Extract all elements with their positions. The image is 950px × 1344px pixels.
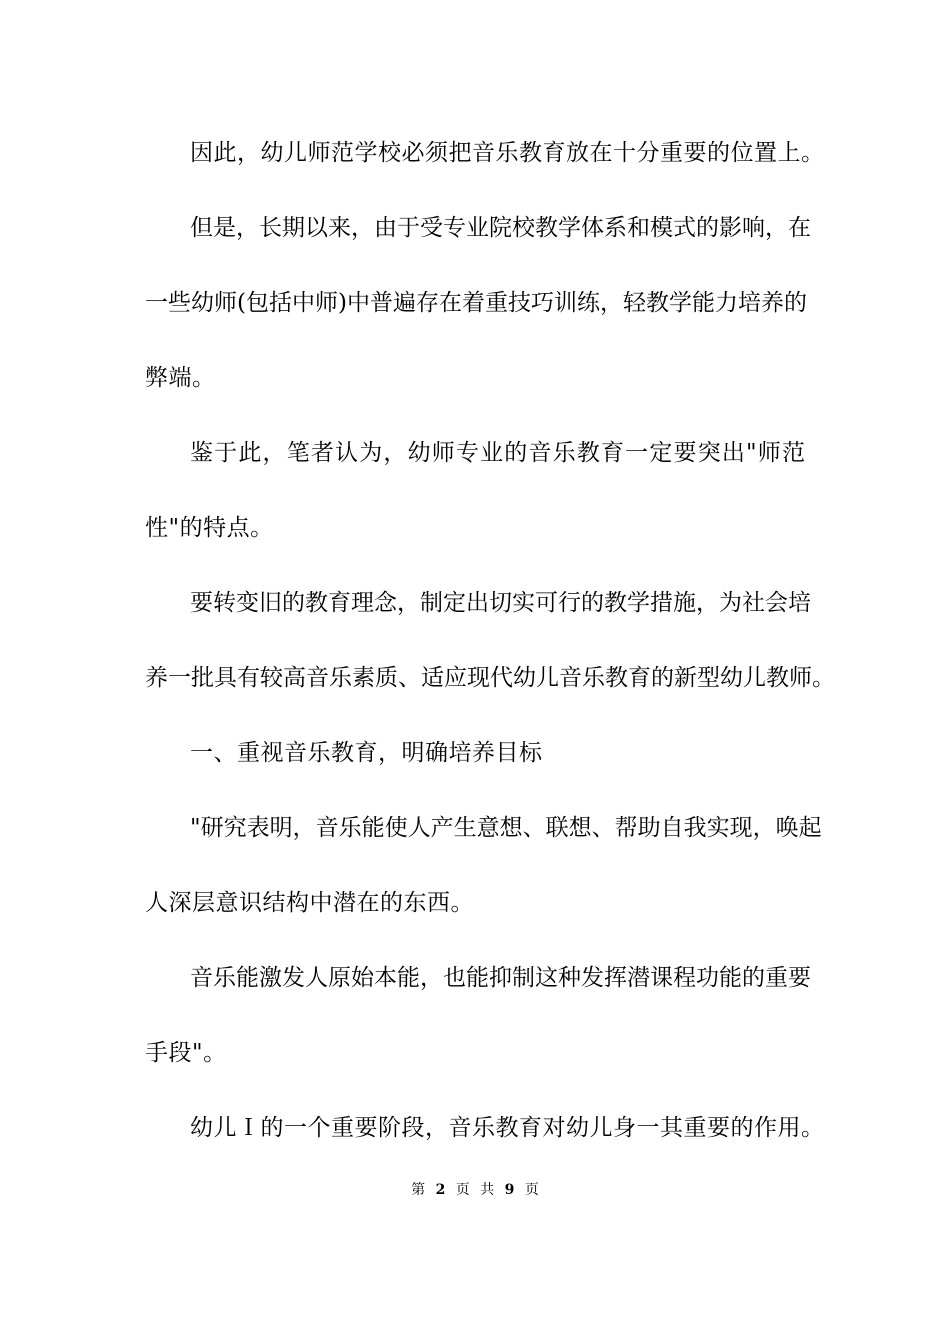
footer-page-unit: 页 (455, 1182, 470, 1198)
paragraph-line: 但是，长期以来，由于受专业院校教学体系和模式的影响，在 (190, 215, 811, 241)
paragraph-line: 手段"。 (145, 1040, 227, 1066)
paragraph-line: 人深层意识结构中潜在的东西。 (145, 890, 474, 916)
paragraph-line: "研究表明，音乐能使人产生意想、联想、帮助自我实现，唤起 (190, 815, 822, 841)
footer-total-unit: 页 (524, 1182, 539, 1198)
paragraph-line: 幼儿Ｉ的一个重要阶段，音乐教育对幼儿身一其重要的作用。 (190, 1115, 825, 1141)
page-footer (0, 1180, 950, 1200)
paragraph-line: 性"的特点。 (145, 515, 274, 541)
paragraph-line: 音乐能激发人原始本能，也能抑制这种发挥潜课程功能的重要 (190, 965, 811, 991)
paragraph-line: 因此，幼儿师范学校必须把音乐教育放在十分重要的位置上。 (190, 140, 825, 166)
footer-page-number: 2 (435, 1182, 446, 1198)
paragraph-line: 鉴于此，笔者认为，幼师专业的音乐教育一定要突出"师范 (190, 440, 805, 466)
paragraph-line: 一些幼师(包括中师)中普遍存在着重技巧训练，轻教学能力培养的 (145, 290, 807, 316)
paragraph-line: 要转变旧的教育理念，制定出切实可行的教学措施，为社会培 (190, 590, 811, 616)
footer-total-label: 共 (480, 1182, 495, 1198)
footer-page-label: 第 (411, 1182, 426, 1198)
section-heading: 一、重视音乐教育，明确培养目标 (190, 740, 543, 766)
footer-total-pages: 9 (504, 1182, 515, 1198)
paragraph-line: 弊端。 (145, 365, 216, 391)
paragraph-line: 养一批具有较高音乐素质、适应现代幼儿音乐教育的新型幼儿教师。 (145, 665, 835, 691)
